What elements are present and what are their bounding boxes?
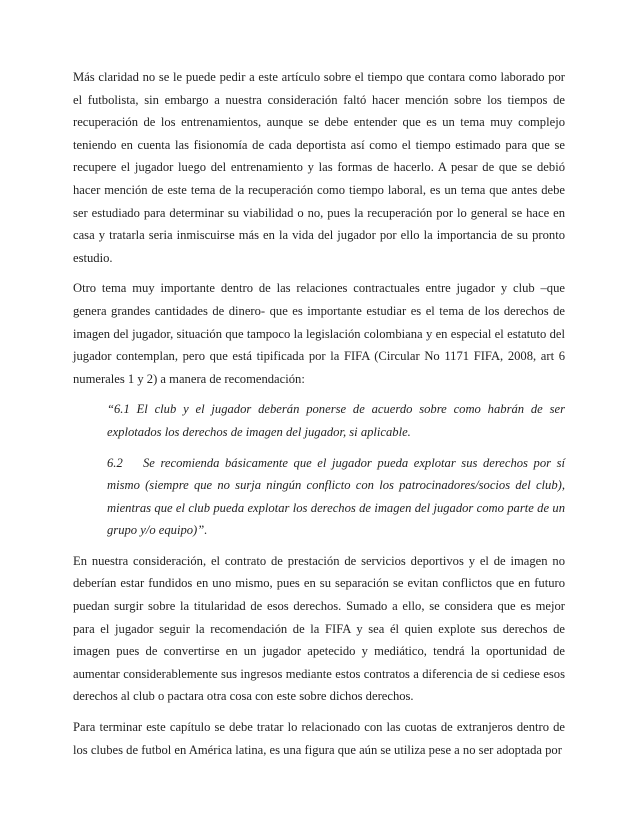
paragraph-consideration: En nuestra consideración, el contrato de prestación de servicios deportivos y el de imagen no deberían estar fundidos en uno mismo, pues en su separación se evitan conflictos que en futuro puedan surgir sobre la titularidad de esos derechos. Sumado a ello, se considera que es mejor para el jugador seguir la recomendación de la FIFA y sea él quien explote sus derechos de imagen pues de convertirse en un jugador apetecido y mediático, tendrá la oportunidad de aumentar considerablemente sus ingresos mediante estos contratos a diferencia de si cediese esos derechos al club o pactara otra cosa con este sobre dichos derechos. — [73, 553, 565, 704]
document-body — [73, 66, 565, 769]
quote-text: Se recomienda básicamente que el jugador pueda explotar sus derechos por sí mismo (siempre que no surja ningún conflicto con los patrocinadores/socios del club), mientras que el club pueda explotar los derechos de imagen del jugador como parte de un grupo y/o equipo)”. — [107, 455, 565, 538]
quote-fifa-6-2 — [107, 452, 565, 542]
paragraph-recovery-time: Más claridad no se le puede pedir a este artículo sobre el tiempo que contara como laborado por el futbolista, sin embargo a nuestra consideración faltó hacer mención sobre los tiempos de recuperación de los entrenamientos, aunque se debe entender que es un tema muy complejo teniendo en cuenta las fisionomía de cada deportista así como el tiempo estimado para que se recupere el jugador luego del entrenamiento y las formas de hacerlo. A pesar de que se debió hacer mención de este tema de la recuperación como tiempo laboral, es un tema que antes debe ser estudiado para determinar su viabilidad o no, pues la recuperación por lo general se hace en casa y tratarla seria inmiscuirse más en la vida del jugador por ello la importancia de su pronto estudio. — [73, 70, 565, 265]
paragraph-foreign-quotas: Para terminar este capítulo se debe tratar lo relacionado con las cuotas de extranjeros dentro de los clubes de futbol en América latina, es una figura que aún se utiliza pese a no ser adoptada por — [73, 720, 565, 757]
quote-fifa-6-1: “6.1 El club y el jugador deberán ponerse de acuerdo sobre como habrán de ser explotados los derechos de imagen del jugador, si aplicable. — [107, 402, 565, 439]
paragraph-image-rights: Otro tema muy importante dentro de las relaciones contractuales entre jugador y club –que genera grandes cantidades de dinero- que es importante estudiar es el tema de los derechos de imagen del jugador, situación que tampoco la legislación colombiana y en especial el estatuto del jugador contemplan, pero que está tipificada por la FIFA (Circular No 1171 FIFA, 2008, art 6 numerales 1 y 2) a manera de recomendación: — [73, 281, 565, 386]
quote-number: 6.2 — [107, 455, 123, 470]
